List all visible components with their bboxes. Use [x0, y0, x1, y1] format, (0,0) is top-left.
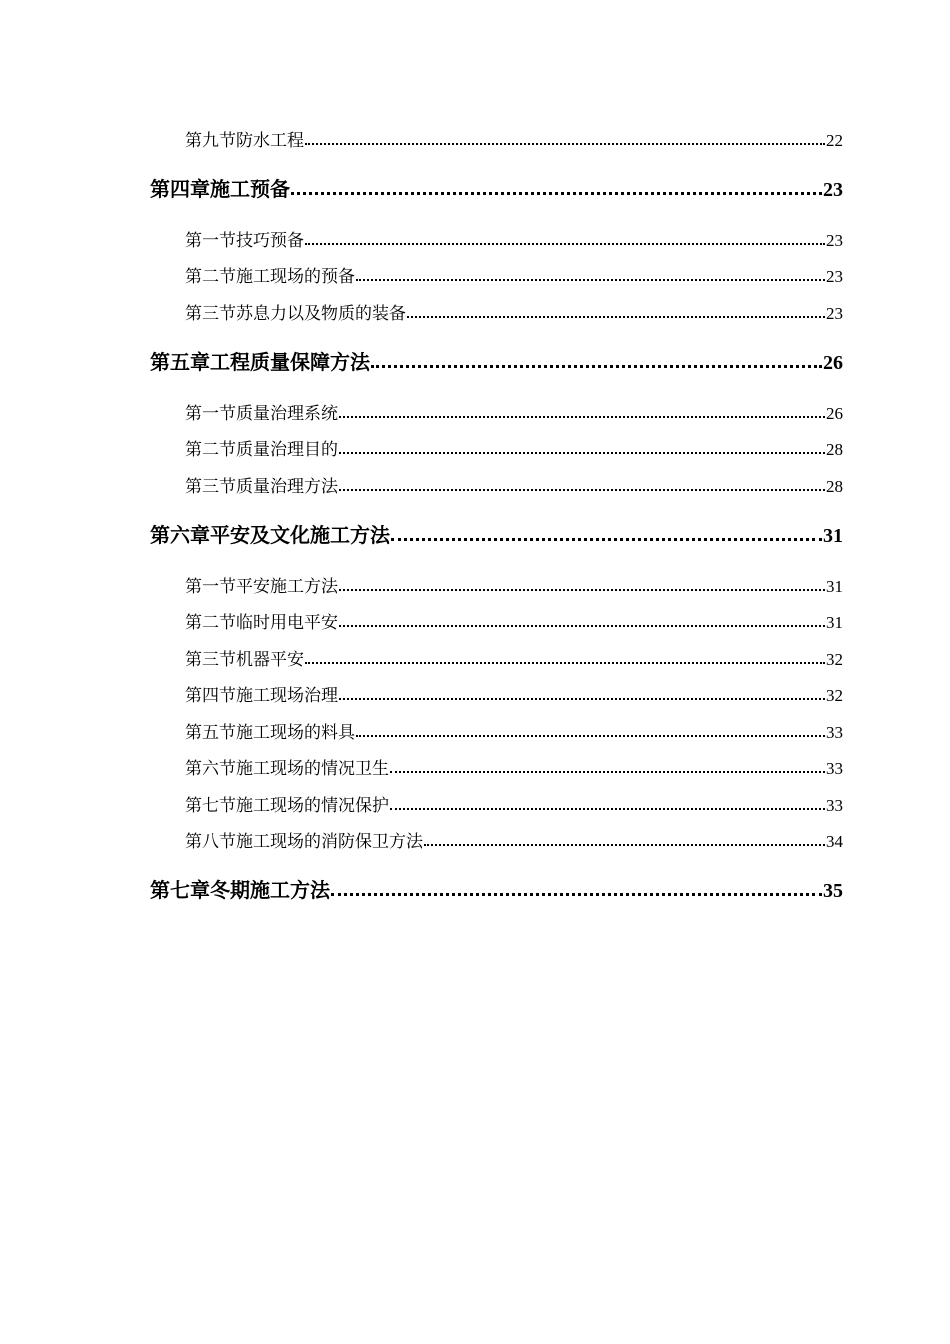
toc-entry-section[interactable]	[185, 718, 843, 742]
toc-entry-page: 34	[826, 832, 843, 851]
toc-entry-section[interactable]	[185, 262, 843, 286]
toc-entry-page: 31	[826, 577, 843, 596]
toc-entry-page: 33	[826, 796, 843, 815]
dot-leader	[305, 226, 825, 250]
toc-entry-chapter[interactable]	[150, 519, 843, 547]
toc-entry-page: 28	[826, 477, 843, 496]
toc-entry-page: 28	[826, 440, 843, 459]
toc-entry-section[interactable]	[185, 608, 843, 632]
dot-leader	[339, 399, 825, 423]
toc-entry-title: 第一节平安施工方法	[185, 577, 338, 597]
toc-entry-page: 31	[823, 525, 843, 547]
toc-entry-page: 23	[826, 231, 843, 250]
dot-leader	[424, 827, 825, 851]
dot-leader	[305, 126, 825, 150]
dot-leader	[331, 874, 822, 902]
toc-entry-page: 35	[823, 880, 843, 902]
toc-entry-chapter[interactable]	[150, 874, 843, 902]
dot-leader	[305, 645, 825, 669]
toc-entry-page: 33	[826, 723, 843, 742]
toc-entry-title: 第一节技巧预备	[185, 231, 304, 251]
toc-entry-title: 第九节防水工程	[185, 131, 304, 151]
toc-entry-page: 32	[826, 686, 843, 705]
toc-entry-title: 第六节施工现场的情况卫生	[185, 759, 389, 779]
toc-entry-section[interactable]	[185, 226, 843, 250]
dot-leader	[390, 754, 825, 778]
toc-entry-page: 23	[826, 267, 843, 286]
dot-leader	[339, 572, 825, 596]
dot-leader	[356, 262, 825, 286]
toc-entry-title: 第二节施工现场的预备	[185, 267, 355, 287]
toc-entry-section[interactable]	[185, 399, 843, 423]
dot-leader	[390, 791, 825, 815]
dot-leader	[391, 519, 822, 547]
toc-entry-title: 第五节施工现场的料具	[185, 723, 355, 743]
toc-entry-title: 第八节施工现场的消防保卫方法	[185, 832, 423, 852]
toc-entry-page: 33	[826, 759, 843, 778]
toc-entry-section[interactable]	[185, 754, 843, 778]
toc-entry-title: 第二节质量治理目的	[185, 440, 338, 460]
toc-entry-chapter[interactable]	[150, 346, 843, 374]
dot-leader	[339, 608, 825, 632]
toc-entry-title: 第四节施工现场治理	[185, 686, 338, 706]
toc-entry-page: 22	[826, 131, 843, 150]
toc-entry-title: 第三节机器平安	[185, 650, 304, 670]
toc-entry-section[interactable]	[185, 645, 843, 669]
toc-entry-section[interactable]	[185, 435, 843, 459]
toc-entry-title: 第七节施工现场的情况保护	[185, 796, 389, 816]
toc-entry-chapter[interactable]	[150, 173, 843, 201]
toc-entry-page: 23	[826, 304, 843, 323]
toc-entry-section[interactable]	[185, 572, 843, 596]
dot-leader	[339, 435, 825, 459]
toc-entry-title: 第四章施工预备	[150, 177, 290, 201]
dot-leader	[339, 472, 825, 496]
toc-entry-title: 第五章工程质量保障方法	[150, 350, 370, 374]
toc-entry-title: 第三节苏息力以及物质的装备	[185, 304, 406, 324]
toc-entry-page: 32	[826, 650, 843, 669]
toc-entry-section[interactable]	[185, 791, 843, 815]
toc-entry-title: 第六章平安及文化施工方法	[150, 523, 390, 547]
dot-leader	[371, 346, 822, 374]
toc-entry-page: 26	[823, 352, 843, 374]
toc-entry-title: 第七章冬期施工方法	[150, 878, 330, 902]
dot-leader	[339, 681, 825, 705]
dot-leader	[356, 718, 825, 742]
toc-entry-section[interactable]	[185, 681, 843, 705]
toc-entry-page: 23	[823, 179, 843, 201]
toc-entry-title: 第三节质量治理方法	[185, 477, 338, 497]
toc-entry-section[interactable]	[185, 472, 843, 496]
toc-entry-section[interactable]	[185, 126, 843, 150]
toc-entry-title: 第一节质量治理系统	[185, 404, 338, 424]
dot-leader	[291, 173, 822, 201]
toc-entry-page: 26	[826, 404, 843, 423]
dot-leader	[407, 299, 825, 323]
toc-entry-title: 第二节临时用电平安	[185, 613, 338, 633]
toc-entry-section[interactable]	[185, 827, 843, 851]
toc-entry-section[interactable]	[185, 299, 843, 323]
toc-entry-page: 31	[826, 613, 843, 632]
